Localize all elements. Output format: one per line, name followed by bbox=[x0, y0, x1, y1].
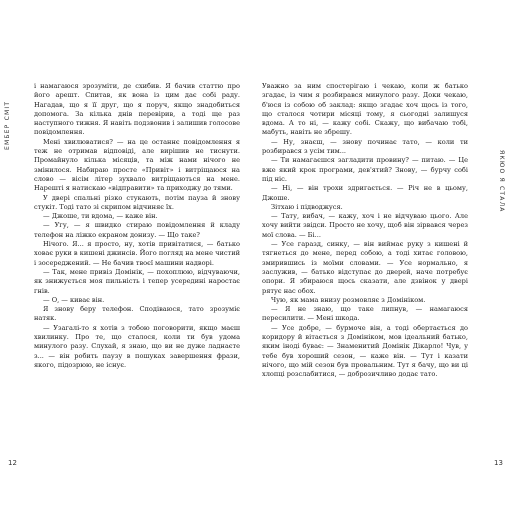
paragraph: — Тату, вибач, — кажу, хоч і не відчуваю цього. Але хочу вийти звідси. Просто не хочу, щоб він зірвався через мої слова. — Бі... bbox=[262, 212, 468, 239]
paragraph: і намагаюся зрозуміти, де схибив. Я бачив статтю про його арешт. Спитав, як вона із цим дає собі раду. Нагадав, що я її друг, що я поруч, якщо знадобиться допомога. За кілька днів перевірив, а тоді ще раз наступного тижня. Я навіть подзвонив і залишив голосове повідомлення. bbox=[34, 82, 240, 137]
paragraph: Нічого. Я... я просто, ну, хотів привітатися, — батько ховає руки в кишені джинсів. Його погляд на мене чистий і зосереджений. — Не бачив твоєї машини надворі. bbox=[34, 240, 240, 267]
paragraph: Зітхаю і підводжуся. bbox=[271, 202, 343, 211]
paragraph: — Усе добре, — бурмоче він, а тоді обертається до коридору й вітається з Домініком, мов ідеальний батько, яким іноді буває: — Знаменитий Домінік Дікарло! Чув, у тебе був хороший сезон, — каже він. — Тут і казати нічого, що мій сезон був провальним. Тут я бачу, що ви ці хлопці розслабитися, — доброзичливо додає тато. bbox=[262, 323, 468, 379]
paragraph: — Ні, — він трохи здригається. — Річ не в цьому, Джоше. bbox=[262, 184, 468, 202]
running-head-right: ЯКЮО Я СТАЛА bbox=[498, 150, 505, 213]
page-number-right: 13 bbox=[494, 459, 503, 467]
right-page-body bbox=[262, 82, 468, 380]
paragraph: — Ну, знаєш, — знову починає тато, — коли ти розбирався з усім тим... bbox=[262, 137, 468, 156]
paragraph: — О, — киває він. bbox=[43, 295, 105, 304]
paragraph: — Усе гаразд, синку, — він виймає руку з кишені й тягнеться до мене, перед собою, а тоді хитає головою, змирившись із моїми словами. — Усе нормально, я заслужив, — батько відступає до дверей, наче потребує опори. Я збираюся щось сказати, але дзвінок у двері рятує нас обох. bbox=[262, 240, 468, 295]
paragraph: — Я не знаю, що таке липнув, — намагаюся пересилити. — Мені шкода. bbox=[262, 305, 468, 323]
paragraph: — Так, мене привіз Домінік, — похоплюю, відчуваючи, як знижується моя пильність і тепер усередині наростає гнів. bbox=[34, 267, 240, 295]
paragraph: — Ти намагаєшся загладити провину? — питаю. — Це вже який крок програми, дев'ятий? Знову, — бурчу собі під ніс. bbox=[262, 156, 468, 183]
paragraph: — Угу, — я швидко стираю повідомлення й кладу телефон на ліжко екраном донизу. — Що таке? bbox=[34, 221, 240, 239]
paragraph: Я знову беру телефон. Сподіваюся, тато зрозуміє натяк. bbox=[34, 305, 240, 323]
paragraph: Мені хвилюватися? — на це останнє повідомлення я теж не отримав відповіді, але вирішив не тиснути. Промайнуло кілька місяців, та між нами нічого не змінилося. Набираю просте «Привіт» і витріщаюся на слово — вісім літер зухвало витріщаються на мене. Нарешті я натискаю «відправити» та приходжу до тями. bbox=[34, 137, 240, 193]
paragraph: У двері спальні різко стукають, потім пауза й знову стукіт. Тоді тато зі скрипом відчиняє їх. bbox=[34, 193, 240, 211]
paragraph: Чую, як мама внизу розмовляє з Домініком. bbox=[271, 295, 426, 304]
paragraph: — Джоше, ти вдома, — каже він. bbox=[43, 212, 158, 221]
left-page-body bbox=[34, 82, 240, 370]
running-head-left: ЕМБЕР СМІТ bbox=[4, 100, 11, 150]
page-number-left: 12 bbox=[8, 459, 17, 467]
paragraph: Уважно за ним спостерігаю і чекаю, коли ж батько згадає, із чим я розбирався минулого разу. Доки чекаю, б'юся із собою об заклад: якщо згадає хоч щось із того, що сталося чотири місяці тому, я сьогодні залишуся вдома. А то ні, — кажу собі. Скажу, що вибачаю тобі, мабуть, навіть не збрешу. bbox=[262, 82, 468, 137]
paragraph: — Узагалі-то я хотів з тобою поговорити, якщо маєш хвилинку. Про те, що сталося, коли ти був удома минулого разу. Слухай, я знаю, що ви не дуже ладнаєте з... — він робить паузу в пошуках завершення фрази, якого, підозрюю, не існує. bbox=[34, 323, 240, 369]
